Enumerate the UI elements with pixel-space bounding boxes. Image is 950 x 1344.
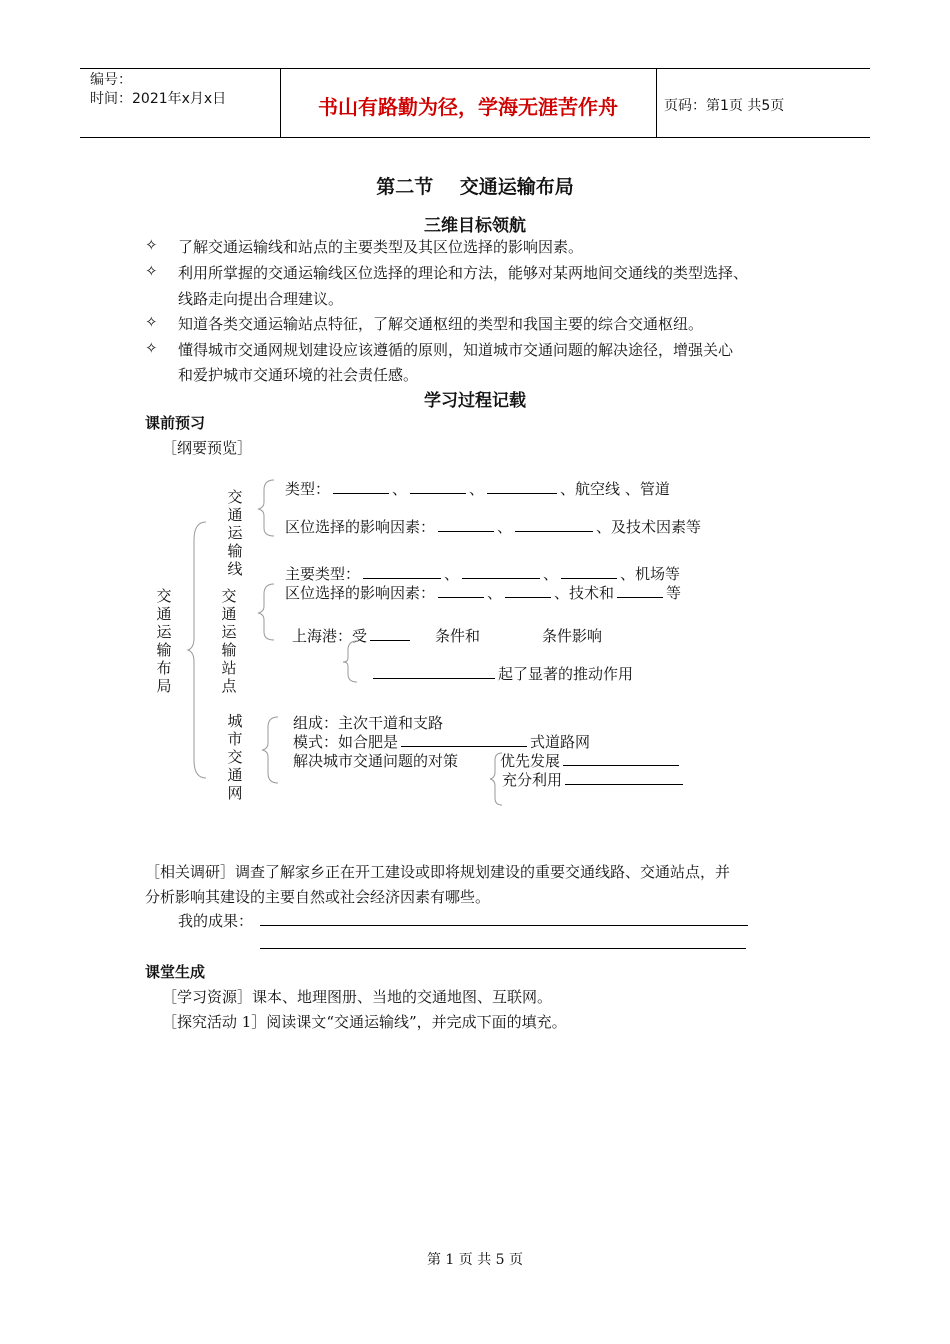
classroom-heading: 课堂生成 (145, 963, 206, 981)
branch-lines-label: 交通运输线 (227, 488, 243, 578)
goal-item: 和爱护城市交通环境的社会责任感。 (178, 366, 419, 384)
bullet-icon: ✧ (145, 236, 158, 254)
bullet-icon: ✧ (145, 262, 158, 280)
city-mode-prefix: 模式：如合肥是 (293, 733, 399, 751)
stations-factor-suffix: 等 (666, 584, 682, 602)
result-answer-line[interactable] (260, 948, 746, 949)
goal-item: 懂得城市交通网规划建设应该遵循的原则，知道城市交通问题的解决途径，增强关心 (178, 341, 734, 359)
stations-type-prefix: 主要类型： (285, 565, 361, 583)
blank-field[interactable] (617, 583, 663, 598)
goal-item: 了解交通运输线和站点的主要类型及其区位选择的影响因素。 (178, 238, 584, 256)
header-divider (656, 69, 657, 137)
lines-type-row: 类型： 、 、 、航空线 、管道 (285, 480, 670, 498)
activity-line: ［探究活动 1］阅读课文“交通运输线”，并完成下面的填充。 (162, 1013, 567, 1031)
city-brace (262, 715, 282, 785)
shanghai-cond1: 条件和 (435, 627, 481, 645)
blank-field[interactable] (373, 664, 495, 679)
document-header (80, 68, 870, 138)
root-label: 交通运输布局 (156, 587, 172, 695)
goal-item: 线路走向提出合理建议。 (178, 290, 344, 308)
research-line: 分析影响其建设的主要自然或社会经济因素有哪些。 (145, 888, 491, 906)
result-label: 我的成果： (178, 912, 254, 930)
lines-type-prefix: 类型： (285, 480, 331, 498)
branch-city-label: 城市交通网 (227, 712, 243, 802)
lines-type-suffix: 、航空线 、管道 (560, 480, 670, 498)
blank-field[interactable] (363, 564, 441, 579)
resources-line: ［学习资源］课本、地理图册、当地的交通地图、互联网。 (162, 988, 553, 1006)
page-counter: 页码：第1页 共5页 (664, 98, 785, 114)
shanghai-effect-row (370, 663, 633, 684)
time-label: 时间：2021年x月x日 (90, 91, 227, 107)
lines-factor-row: 区位选择的影响因素： 、 、及技术因素等 (285, 518, 702, 536)
city-solution: 解决城市交通问题的对策 (293, 752, 459, 770)
branch-stations-label: 交通运输站点 (221, 587, 237, 695)
blank-field[interactable] (333, 479, 389, 494)
blank-field[interactable] (438, 517, 494, 532)
city-full-use-row (502, 769, 686, 790)
blank-field[interactable] (565, 770, 683, 785)
stations-factor-prefix: 区位选择的影响因素： (285, 584, 436, 602)
lines-brace (258, 478, 278, 538)
serial-label: 编号： (90, 72, 132, 88)
shanghai-cond2: 条件影响 (542, 627, 603, 645)
blank-field[interactable] (370, 626, 410, 641)
blank-field[interactable] (438, 583, 484, 598)
stations-type-suffix: 、机场等 (620, 565, 681, 583)
page-title: 第二节 交通运输布局 (376, 176, 574, 198)
research-line: ［相关调研］调查了解家乡正在开工建设或即将规划建设的重要交通线路、交通站点，并 (145, 863, 731, 881)
lines-factor-prefix: 区位选择的影响因素： (285, 518, 436, 536)
city-composition: 组成：主次干道和支路 (293, 714, 444, 732)
bullet-icon: ✧ (145, 339, 158, 357)
stations-factor-row: 区位选择的影响因素： 、 、技术和 等 (285, 584, 682, 602)
blank-field[interactable] (505, 583, 551, 598)
page-footer: 第 1 页 共 5 页 (426, 1252, 524, 1268)
stations-factor-mid: 、技术和 (554, 584, 615, 602)
header-left (90, 71, 226, 109)
blank-field[interactable] (561, 564, 617, 579)
goal-item: 知道各类交通运输站点特征，了解交通枢纽的类型和我国主要的综合交通枢纽。 (178, 315, 704, 333)
shanghai-prefix: 上海港：受 (292, 627, 368, 645)
shanghai-row (292, 625, 602, 646)
blank-field[interactable] (410, 479, 466, 494)
blank-field[interactable] (462, 564, 540, 579)
outline-label: ［纲要预览］ (162, 439, 253, 457)
result-answer-line[interactable] (260, 925, 748, 926)
blank-field[interactable] (515, 517, 593, 532)
city-priority-row (500, 750, 682, 771)
preview-heading: 课前预习 (145, 414, 206, 432)
stations-brace (258, 582, 278, 642)
stations-type-row: 主要类型： 、 、 、机场等 (285, 565, 681, 583)
root-brace (188, 520, 208, 780)
goals-heading: 三维目标领航 (424, 216, 526, 236)
city-priority: 优先发展 (500, 752, 561, 770)
shanghai-effect: 起了显著的推动作用 (498, 665, 634, 683)
city-mode-row (293, 731, 590, 752)
blank-field[interactable] (487, 479, 557, 494)
city-mode-suffix: 式道路网 (530, 733, 591, 751)
blank-field[interactable] (401, 732, 527, 747)
goal-item: 利用所掌握的交通运输线区位选择的理论和方法，能够对某两地间交通线的类型选择、 (178, 264, 749, 282)
lines-factor-suffix: 、及技术因素等 (596, 518, 702, 536)
blank-field[interactable] (563, 751, 679, 766)
motto: 书山有路勤为径，学海无涯苦作舟 (318, 95, 618, 119)
bullet-icon: ✧ (145, 313, 158, 331)
city-full-use: 充分利用 (502, 771, 563, 789)
shanghai-brace (343, 640, 359, 684)
process-heading: 学习过程记载 (424, 391, 526, 411)
